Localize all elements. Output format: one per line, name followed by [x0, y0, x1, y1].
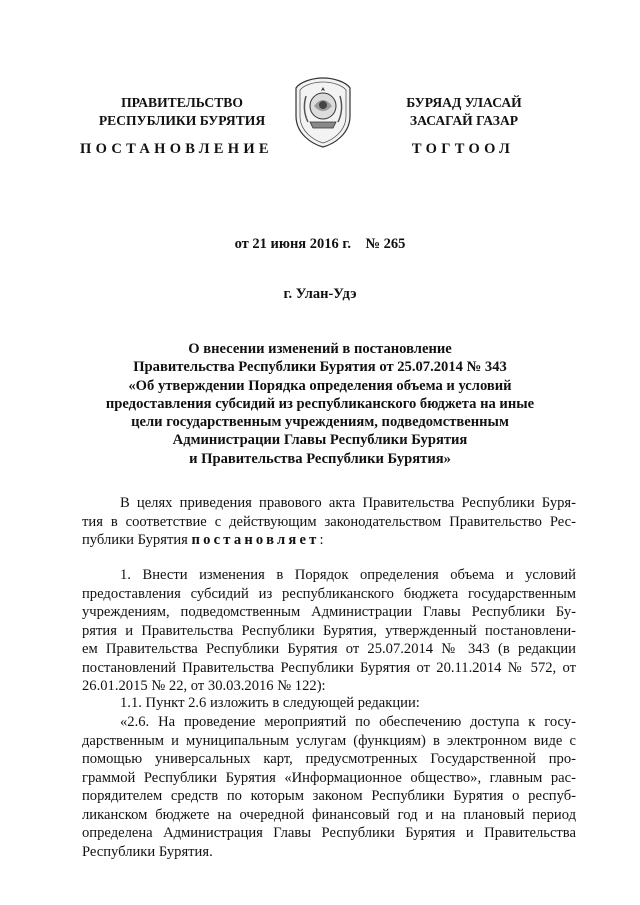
intro-colon: :: [319, 532, 324, 548]
intro-text: публики Бурятия: [82, 532, 192, 548]
title-line: «Об утверждении Порядка определения объема и условий: [128, 377, 512, 394]
doctype-right: ТОГТООЛ: [411, 141, 515, 157]
paragraph-line: порядителем средств по которым законом Республики Бурятия о респуб-: [82, 788, 576, 804]
paragraph-line: тия в соответствие с действующим законодательством Правительство Рес-: [82, 513, 576, 530]
paragraph-line: [82, 531, 576, 550]
paragraph-line: предоставления субсидий из республиканского бюджета государственным: [82, 585, 576, 602]
intro-paragraph: [82, 494, 576, 550]
doctype-left: ПОСТАНОВЛЕНИЕ: [80, 141, 273, 157]
right-org-line: ЗАСАГАЙ ГАЗАР: [409, 113, 519, 128]
item-1-paragraph: [82, 566, 576, 696]
resolves-word: постановляет: [191, 532, 320, 548]
paragraph-line: «2.6. На проведение мероприятий по обеспечению доступа к госу-: [120, 714, 576, 730]
title-line: Правительства Республики Бурятия от 25.07.2014 № 343: [133, 359, 507, 376]
right-org-line: БУРЯАД УЛАСАЙ: [406, 95, 522, 110]
paragraph-line: постановлений Правительства Республики Бурятия от 20.11.2014 № 572, от: [82, 659, 576, 676]
paragraph-line: дарственным и муниципальным услугам (функциям) в электронном виде с: [82, 732, 576, 749]
date-number-line: [0, 236, 640, 253]
left-org-line: ПРАВИТЕЛЬСТВО: [121, 95, 243, 110]
left-org-line: РЕСПУБЛИКИ БУРЯТИЯ: [98, 113, 266, 128]
paragraph-line: В целях приведения правового акта Правительства Республики Буря-: [120, 495, 576, 511]
left-org-name: [98, 94, 266, 130]
paragraph-line: граммой Республики Бурятия «Информационное общество», главным рас-: [82, 769, 576, 786]
paragraph-line: определена Администрация Главы Республики Бурятия и Правительства: [82, 825, 576, 841]
document-title: [0, 340, 640, 468]
paragraph-line: рятия и Правительства Республики Бурятия, утвержденный постановлени-: [82, 622, 576, 639]
paragraph-line: помощью универсальных карт, предусмотренных Государственной про-: [82, 751, 576, 767]
city: г. Улан-Удэ: [283, 286, 357, 302]
title-line: предоставления субсидий из республиканского бюджета на иные: [105, 395, 535, 412]
document-date: от 21 июня 2016 г.: [234, 236, 351, 252]
paragraph-line: 1. Внести изменения в Порядок определения объема и условий: [120, 567, 576, 583]
title-line: Администрации Главы Республики Бурятия: [172, 432, 468, 449]
title-line: и Правительства Республики Бурятия»: [189, 450, 451, 467]
coat-of-arms-icon: [292, 76, 354, 148]
title-line: цели государственным учреждениям, подведомственным: [131, 414, 509, 431]
paragraph-line: ем Правительства Республики Бурятия от 25.07.2014 № 343 (в редакции: [82, 641, 576, 657]
item-1-1-paragraph: [82, 694, 576, 713]
paragraph-line: ликанском бюджете на очередной финансовый год и на плановый период: [82, 806, 576, 823]
paragraph-line: 26.01.2015 № 22, от 30.03.2016 № 122):: [82, 678, 326, 694]
quote-paragraph: [82, 713, 576, 861]
paragraph-line: 1.1. Пункт 2.6 изложить в следующей редакции:: [120, 695, 420, 711]
paragraph-line: учреждениям, подведомственным Администрации Главы Республики Бу-: [82, 604, 576, 620]
right-org-name: [380, 94, 548, 130]
document-number: № 265: [365, 236, 406, 252]
title-line: О внесении изменений в постановление: [188, 341, 452, 357]
paragraph-line: Республики Бурятия.: [82, 843, 213, 860]
